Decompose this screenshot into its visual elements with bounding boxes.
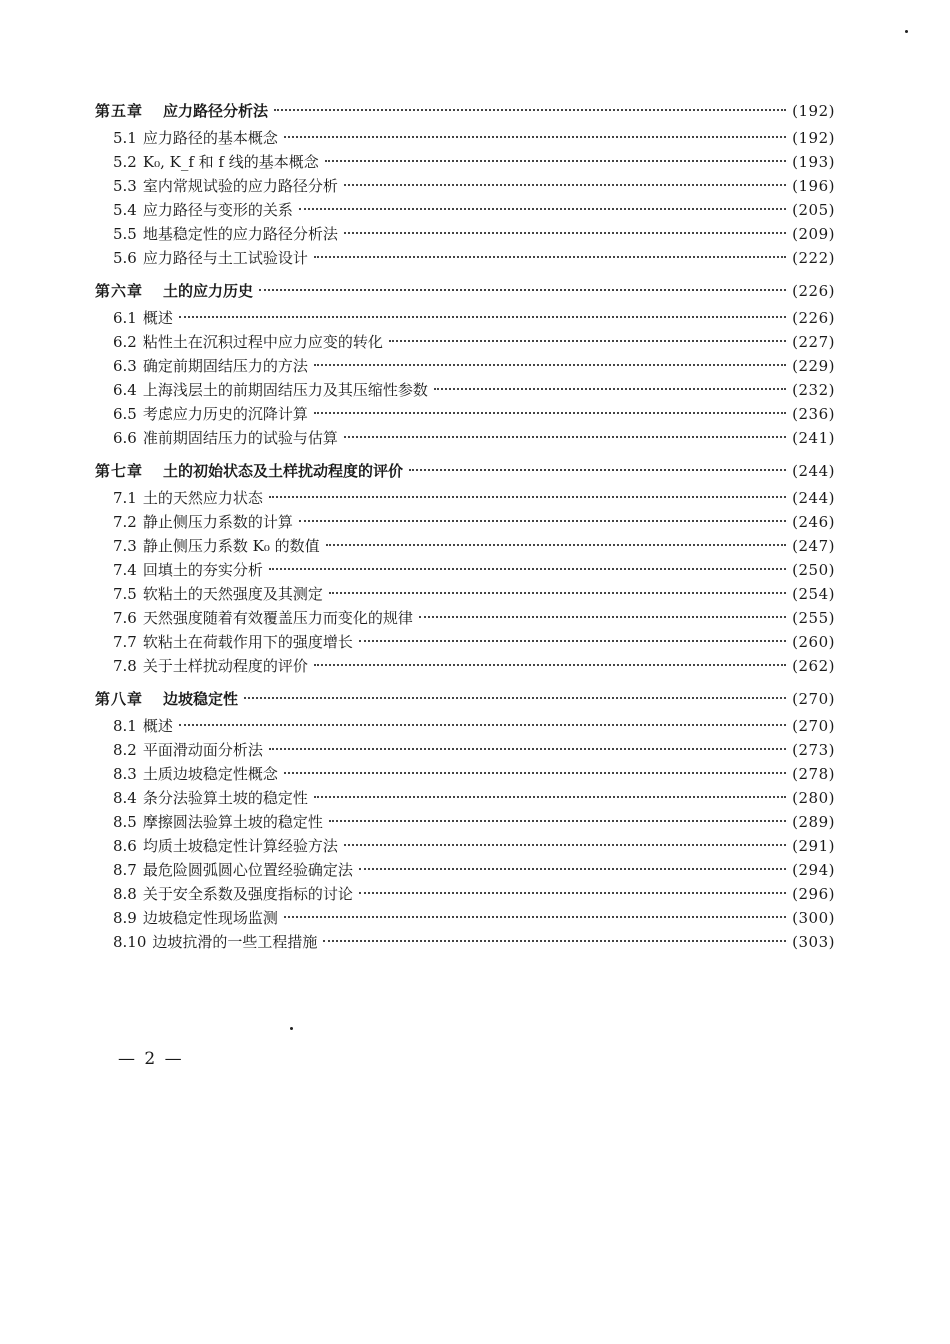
section-title: 应力路径与变形的关系	[142, 201, 293, 219]
dot-leader	[389, 340, 786, 342]
section-number: 5.5	[113, 225, 137, 243]
section-title: 平面滑动面分析法	[142, 741, 263, 759]
section-number: 8.9	[113, 909, 137, 927]
dot-leader	[179, 316, 786, 318]
dot-leader	[314, 364, 786, 366]
section-title: 上海浅层土的前期固结压力及其压缩性参数	[142, 381, 428, 399]
page-ref: (232)	[792, 381, 835, 399]
dot-leader	[244, 697, 786, 699]
chapter-6	[95, 276, 835, 450]
dot-leader	[314, 256, 786, 258]
section-number: 5.4	[113, 201, 137, 219]
section-number: 7.4	[113, 561, 137, 579]
section-entry[interactable]	[95, 558, 835, 582]
page-number-footer: — 2 —	[118, 1049, 184, 1069]
page-ref: (196)	[792, 177, 835, 195]
section-number: 8.4	[113, 789, 137, 807]
dot-leader	[284, 136, 786, 138]
page-ref: (192)	[792, 102, 835, 120]
section-number: 6.1	[113, 309, 137, 327]
section-title: 软粘土的天然强度及其测定	[142, 585, 323, 603]
section-number: 7.6	[113, 609, 137, 627]
dot-leader	[344, 232, 786, 234]
dot-leader	[409, 469, 786, 471]
section-title: 关于安全系数及强度指标的讨论	[142, 885, 353, 903]
dot-leader	[179, 724, 786, 726]
dot-leader	[359, 868, 786, 870]
section-entry[interactable]	[95, 582, 835, 606]
section-title: 回填土的夯实分析	[142, 561, 263, 579]
section-entry[interactable]	[95, 882, 835, 906]
section-entry[interactable]	[95, 246, 835, 270]
page-ref: (273)	[792, 741, 835, 759]
page-ref: (247)	[792, 537, 835, 555]
dot-leader	[344, 184, 786, 186]
section-number: 8.3	[113, 765, 137, 783]
section-title: 概述	[142, 717, 173, 735]
dot-leader	[329, 592, 786, 594]
page-ref: (236)	[792, 405, 835, 423]
page-ref: (280)	[792, 789, 835, 807]
section-number: 7.3	[113, 537, 137, 555]
scan-speck	[290, 1027, 293, 1030]
section-entry[interactable]	[95, 786, 835, 810]
dot-leader	[284, 916, 786, 918]
section-title: K₀, K_f 和 f 线的基本概念	[142, 153, 319, 171]
section-title: 条分法验算土坡的稳定性	[142, 789, 308, 807]
dot-leader	[269, 568, 786, 570]
section-title: 土的天然应力状态	[142, 489, 263, 507]
section-number: 8.8	[113, 885, 137, 903]
scan-speck	[905, 30, 908, 33]
page-ref: (226)	[792, 282, 835, 300]
dot-leader	[314, 796, 786, 798]
section-number: 8.5	[113, 813, 137, 831]
chapter-heading[interactable]	[95, 456, 835, 486]
page-ref: (222)	[792, 249, 835, 267]
section-title: 边坡抗滑的一些工程措施	[152, 933, 318, 951]
section-entry[interactable]	[95, 126, 835, 150]
section-number: 5.1	[113, 129, 137, 147]
dot-leader	[359, 892, 786, 894]
chapter-number: 第六章	[95, 282, 144, 300]
section-number: 5.2	[113, 153, 137, 171]
section-title: 静止侧压力系数 K₀ 的数值	[142, 537, 320, 555]
section-number: 5.3	[113, 177, 137, 195]
page-ref: (303)	[792, 933, 835, 951]
section-number: 7.1	[113, 489, 137, 507]
section-entry[interactable]	[95, 834, 835, 858]
dot-leader	[299, 520, 786, 522]
section-title: 准前期固结压力的试验与估算	[142, 429, 338, 447]
page-ref: (193)	[792, 153, 835, 171]
chapter-heading[interactable]	[95, 684, 835, 714]
section-title: 边坡稳定性现场监测	[142, 909, 278, 927]
section-entry[interactable]	[95, 858, 835, 882]
page-ref: (241)	[792, 429, 835, 447]
section-title: 最危险圆弧圆心位置经验确定法	[142, 861, 353, 879]
dot-leader	[344, 436, 786, 438]
section-title: 静止侧压力系数的计算	[142, 513, 293, 531]
page-ref: (246)	[792, 513, 835, 531]
section-entry[interactable]	[95, 630, 835, 654]
section-title: 关于土样扰动程度的评价	[142, 657, 308, 675]
page-ref: (291)	[792, 837, 835, 855]
dot-leader	[359, 640, 786, 642]
section-entry[interactable]	[95, 174, 835, 198]
dot-leader	[434, 388, 786, 390]
section-entry[interactable]	[95, 306, 835, 330]
dot-leader	[419, 616, 786, 618]
section-number: 7.2	[113, 513, 137, 531]
section-number: 5.6	[113, 249, 137, 267]
page-ref: (226)	[792, 309, 835, 327]
section-entry[interactable]	[95, 738, 835, 762]
page-ref: (229)	[792, 357, 835, 375]
dot-leader	[323, 940, 786, 942]
page-ref: (250)	[792, 561, 835, 579]
section-title: 室内常规试验的应力路径分析	[142, 177, 338, 195]
page-ref: (289)	[792, 813, 835, 831]
section-entry[interactable]	[95, 486, 835, 510]
section-title: 应力路径的基本概念	[142, 129, 278, 147]
dot-leader	[269, 748, 786, 750]
section-number: 6.5	[113, 405, 137, 423]
chapter-title: 土的初始状态及土样扰动程度的评价	[163, 462, 404, 480]
chapter-title: 土的应力历史	[163, 282, 254, 300]
page-ref: (205)	[792, 201, 835, 219]
section-number: 7.5	[113, 585, 137, 603]
page-ref: (209)	[792, 225, 835, 243]
page-ref: (192)	[792, 129, 835, 147]
section-entry[interactable]	[95, 402, 835, 426]
section-number: 8.1	[113, 717, 137, 735]
section-entry[interactable]	[95, 714, 835, 738]
section-number: 6.4	[113, 381, 137, 399]
section-number: 6.3	[113, 357, 137, 375]
page-ref: (270)	[792, 690, 835, 708]
page-ref: (296)	[792, 885, 835, 903]
dot-leader	[269, 496, 786, 498]
page-ref: (278)	[792, 765, 835, 783]
section-title: 地基稳定性的应力路径分析法	[142, 225, 338, 243]
section-title: 均质土坡稳定性计算经验方法	[142, 837, 338, 855]
page-ref: (254)	[792, 585, 835, 603]
section-number: 7.7	[113, 633, 137, 651]
chapter-heading[interactable]	[95, 96, 835, 126]
dot-leader	[274, 109, 786, 111]
table-of-contents	[95, 96, 835, 960]
section-title: 摩擦圆法验算土坡的稳定性	[142, 813, 323, 831]
section-title: 应力路径与土工试验设计	[142, 249, 308, 267]
section-entry[interactable]	[95, 762, 835, 786]
dot-leader	[344, 844, 786, 846]
dot-leader	[329, 820, 786, 822]
chapter-number: 第五章	[95, 102, 144, 120]
section-entry[interactable]	[95, 150, 835, 174]
page-ref: (260)	[792, 633, 835, 651]
section-number: 8.2	[113, 741, 137, 759]
section-title: 确定前期固结压力的方法	[142, 357, 308, 375]
section-number: 8.6	[113, 837, 137, 855]
chapter-8	[95, 684, 835, 954]
section-entry[interactable]	[95, 930, 835, 954]
section-entry[interactable]	[95, 534, 835, 558]
page-ref: (244)	[792, 489, 835, 507]
section-entry[interactable]	[95, 426, 835, 450]
chapter-7	[95, 456, 835, 678]
section-number: 8.10	[113, 933, 147, 951]
section-entry[interactable]	[95, 510, 835, 534]
section-number: 6.6	[113, 429, 137, 447]
chapter-5	[95, 96, 835, 270]
chapter-heading[interactable]	[95, 276, 835, 306]
section-entry[interactable]	[95, 330, 835, 354]
page-ref: (270)	[792, 717, 835, 735]
dot-leader	[284, 772, 786, 774]
page-ref: (294)	[792, 861, 835, 879]
chapter-title: 边坡稳定性	[163, 690, 239, 708]
section-number: 7.8	[113, 657, 137, 675]
section-title: 软粘土在荷载作用下的强度增长	[142, 633, 353, 651]
page-ref: (227)	[792, 333, 835, 351]
section-entry[interactable]	[95, 378, 835, 402]
section-title: 天然强度随着有效覆盖压力而变化的规律	[142, 609, 413, 627]
section-entry[interactable]	[95, 222, 835, 246]
chapter-number: 第七章	[95, 462, 144, 480]
section-entry[interactable]	[95, 906, 835, 930]
chapter-title: 应力路径分析法	[163, 102, 269, 120]
dot-leader	[325, 160, 786, 162]
section-title: 考虑应力历史的沉降计算	[142, 405, 308, 423]
section-entry[interactable]	[95, 606, 835, 630]
dot-leader	[314, 412, 786, 414]
dot-leader	[299, 208, 786, 210]
page-ref: (262)	[792, 657, 835, 675]
section-entry[interactable]	[95, 654, 835, 678]
chapter-number: 第八章	[95, 690, 144, 708]
section-title: 概述	[142, 309, 173, 327]
section-number: 6.2	[113, 333, 137, 351]
dot-leader	[314, 664, 786, 666]
section-title: 粘性土在沉积过程中应力应变的转化	[142, 333, 383, 351]
page-ref: (300)	[792, 909, 835, 927]
section-entry[interactable]	[95, 198, 835, 222]
section-entry[interactable]	[95, 354, 835, 378]
section-title: 土质边坡稳定性概念	[142, 765, 278, 783]
section-entry[interactable]	[95, 810, 835, 834]
page-ref: (255)	[792, 609, 835, 627]
page-ref: (244)	[792, 462, 835, 480]
dot-leader	[326, 544, 787, 546]
dot-leader	[259, 289, 786, 291]
section-number: 8.7	[113, 861, 137, 879]
